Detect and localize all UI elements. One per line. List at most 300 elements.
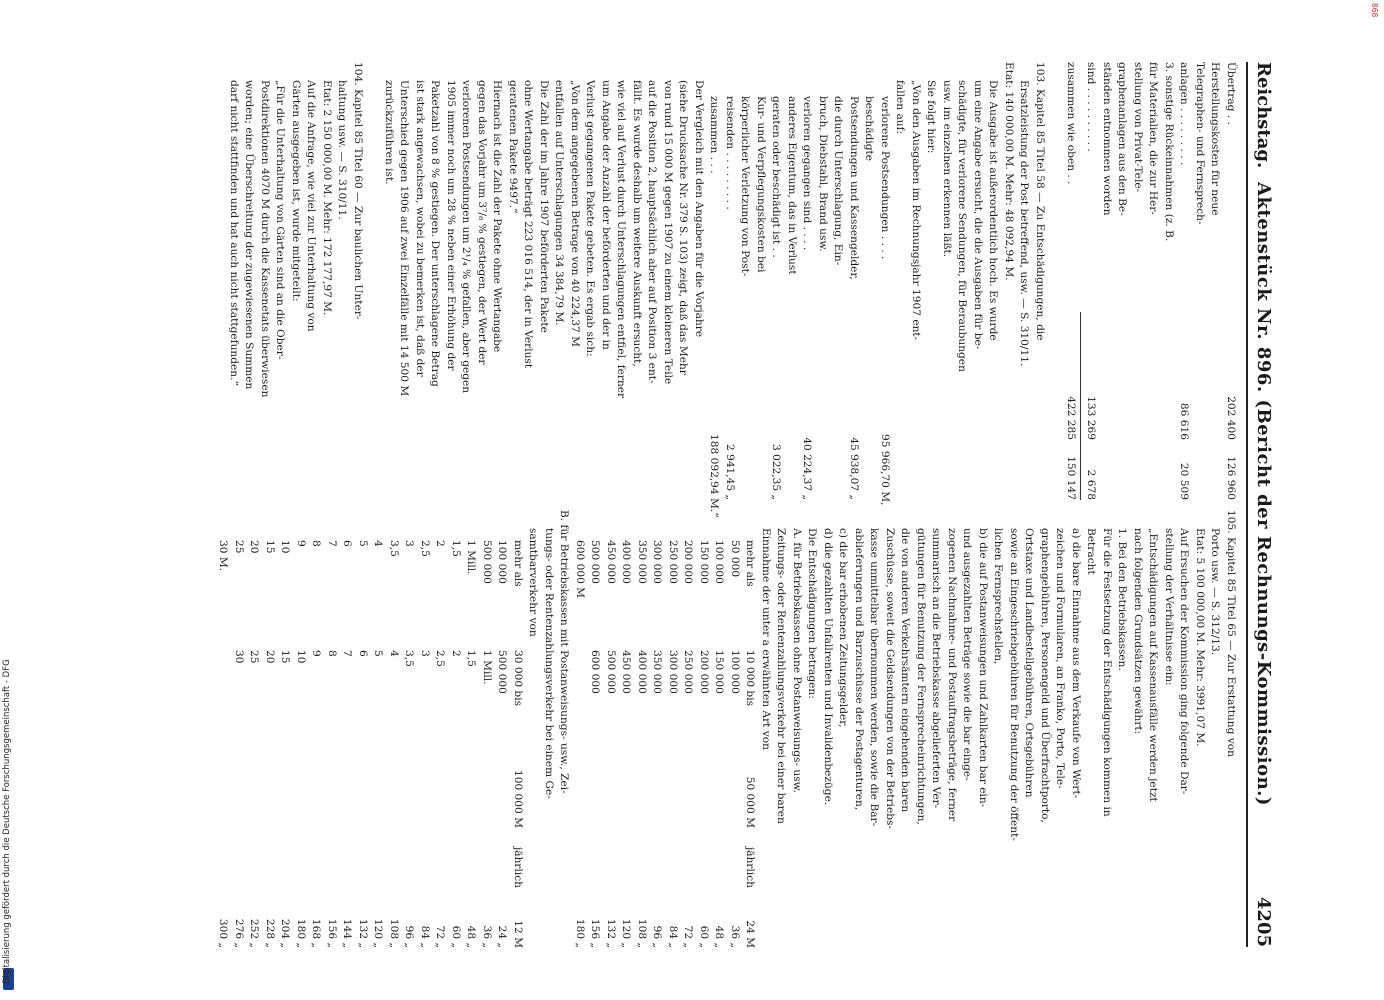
table-cell: 3,5 [403, 650, 416, 667]
paragraph-line: Etat: 5 100 000,00 M. Mehr: 3991,07 M. [1194, 528, 1206, 747]
paragraph-line: Auf die Anfrage, wie viel zur Unterhaltung von [305, 80, 318, 332]
table-row [463, 510, 479, 948]
table-cell: 1,5 [465, 650, 478, 667]
table-cell [401, 828, 417, 888]
table-row [1223, 62, 1239, 500]
table-cell: 120 „ [372, 918, 385, 948]
row-value [1145, 440, 1161, 500]
row-value [1207, 440, 1223, 500]
paragraph-line: Etat: 2 150 000,00 M. Mehr: 172 177,97 M. [321, 80, 333, 316]
row-value [1099, 440, 1115, 500]
table-cell: 100 000 [496, 540, 509, 584]
paragraph-line: sowie an Eingeschriebgebühren für Benutzung der öffent- [1008, 528, 1020, 841]
table-cell [587, 828, 603, 888]
table-row [370, 510, 386, 948]
table-cell: 96 „ [651, 925, 664, 948]
table-cell: 3 [403, 540, 416, 547]
table-cell: 300 000 [651, 540, 664, 584]
table-cell: 72 „ [434, 925, 447, 948]
list-item [722, 62, 738, 500]
paragraph-line: stellung der Verhältnisse ein: [1163, 528, 1175, 686]
row-value: 202 400 [1225, 396, 1237, 440]
paragraph-line: Gärten ausgegeben ist, wurde mitgeteilt: [290, 80, 302, 302]
row-label: anlagen . . . . . . . . . [1178, 62, 1191, 166]
table-rule [1080, 312, 1081, 500]
table-cell [293, 828, 309, 888]
table-cell [386, 758, 402, 828]
table-cell [324, 758, 340, 828]
paragraph-line: fällt. Es wurde deshalb um weitere Auskunft ersucht, [631, 80, 643, 367]
table-cell: 24 „ [496, 925, 509, 948]
table-row [355, 510, 371, 948]
table-cell [448, 828, 464, 888]
table-cell: 15 [279, 650, 292, 664]
table-row [246, 510, 262, 948]
paragraph-line: samtbarverkehr von [527, 528, 540, 637]
table-cell: 3 [419, 650, 431, 657]
table-cell: 9 [295, 540, 307, 547]
list-item [753, 62, 769, 500]
table-row [308, 510, 324, 948]
table-cell: 20 [248, 540, 261, 554]
table-cell: 200 000 [698, 650, 710, 694]
item-label: Postsendungen und Kassengelder, [848, 96, 860, 280]
paragraph-line: zeichen und Formularen, an Franko, Porto, Tele- [1054, 528, 1067, 789]
table-cell [603, 758, 619, 828]
item-value: 188 092,94 M.“ [708, 434, 721, 518]
table-cell: 30 [233, 650, 245, 664]
table-cell: 400 000 [620, 540, 633, 584]
paragraph-line: „Für die Unterhaltung von Gärten sind an die Ober- [274, 80, 287, 360]
table-cell: 25 [248, 650, 261, 664]
table-cell: 252 „ [248, 918, 261, 948]
table-cell [696, 828, 712, 888]
table-row [1099, 62, 1115, 500]
paragraph-line: lichen Fernsprechstellen, [992, 528, 1005, 665]
table-cell: 180 „ [574, 918, 586, 948]
row-label: Übertrag . . [1225, 62, 1237, 125]
item-value [737, 434, 753, 500]
table-cell: 24 M [744, 920, 757, 948]
list-item [830, 62, 846, 500]
table-row [293, 510, 309, 948]
table-row [401, 510, 417, 948]
table-cell [339, 828, 355, 888]
row-label: sind . . . . . . . . . . [1085, 62, 1098, 152]
row-label: zusammen wie oben . . [1065, 62, 1077, 185]
table-cell: 15 [264, 540, 276, 554]
table-row [572, 510, 588, 948]
table-row [727, 510, 743, 948]
table-cell [231, 828, 247, 888]
row-value: 86 616 [1178, 402, 1191, 440]
table-cell [618, 828, 634, 888]
table-cell [401, 758, 417, 828]
table-cell: 2 [450, 650, 462, 657]
paragraph-line: Paketzahl von 8 % gestiegen. Der unterschlagene Betrag [429, 80, 442, 387]
item-value: 40 224,37 „ [801, 437, 814, 500]
table-cell: 5 [357, 540, 369, 547]
row-value [1130, 440, 1146, 500]
item-value [830, 434, 846, 500]
spacer [1047, 62, 1063, 500]
table-cell [479, 758, 495, 828]
table-row [1083, 62, 1099, 500]
header-left: Reichstag. [1253, 62, 1274, 169]
paragraph-line: um eine Angabe ersucht, die die Ausgaben für be- [972, 80, 984, 350]
paragraph-line: 104. Kapitel 85 Titel 60 — Zur baulichen Unter- [352, 62, 364, 320]
table-cell: 1 Mill. [481, 650, 493, 685]
paragraph-line: Betracht [1085, 528, 1098, 575]
paragraph-line: und ausgezahlten Beträge sowie die bar einge- [961, 528, 974, 781]
item-value: 95 966,70 M, [879, 434, 891, 506]
table-cell [246, 758, 262, 828]
item-value [861, 434, 877, 500]
paragraph-line: fallen auf: [894, 80, 907, 135]
table-cell: 108 „ [636, 918, 648, 948]
table-cell: 36 „ [481, 925, 493, 948]
paragraph-line: um Angabe der Anzahl der beförderten und der in [600, 80, 612, 350]
table-cell [727, 828, 743, 888]
table-cell [262, 758, 278, 828]
table-cell: 96 „ [403, 925, 416, 948]
list-item [861, 62, 877, 500]
paragraph-line: graphengebühren, Personengeld und Überfrachtporto, [1039, 528, 1051, 823]
table-cell [355, 758, 371, 828]
table-row [417, 510, 433, 948]
row-label: Herstellungskosten für neue [1209, 62, 1222, 216]
table-cell [246, 828, 262, 888]
paragraph-line: 105. Kapitel 85 Titel 65 — Zur Erstattung von [1225, 510, 1237, 757]
table-cell [386, 828, 402, 888]
table-cell: 1 Mill. [465, 540, 478, 575]
table-row [665, 510, 681, 948]
table-cell [618, 758, 634, 828]
row-value [1099, 370, 1115, 440]
paragraph-line: A. für Betriebskassen ohne Postanweisungs- usw. [791, 528, 803, 793]
paragraph-line: a) die bare Einnahme aus dem Verkaufe von Wert- [1070, 528, 1082, 799]
table-cell: 48 „ [713, 925, 726, 948]
table-cell: 180 „ [295, 918, 307, 948]
paragraph-line: „Von den Ausgaben im Rechnungsjahr 1907 ent- [910, 80, 922, 341]
table-cell [727, 758, 743, 828]
table-cell: 1,5 [450, 540, 462, 557]
table-cell: 250 000 [667, 540, 679, 584]
table-cell: 108 „ [388, 918, 400, 948]
table-row [618, 510, 634, 948]
table-cell: 204 „ [279, 918, 292, 948]
paragraph-line: B. für Betriebskassen mit Postanweisungs- usw., Zei- [558, 510, 571, 794]
paragraph-line: Ortstaxe und Landbestellgebühren, Ortsgebühren [1023, 528, 1036, 798]
document-page [56, 52, 1276, 957]
row-value [1145, 370, 1161, 440]
table-cell: 276 „ [233, 918, 245, 948]
table-cell [432, 828, 448, 888]
paragraph-line: Auf Ersuchen der Kommission ging folgende Dar- [1178, 528, 1191, 795]
table-cell: 6 [341, 540, 354, 547]
paragraph-line: kasse unmittelbar übernommen werden, sowie die Bar- [868, 528, 881, 827]
table-cell: 168 „ [310, 918, 323, 948]
paragraph-line: b) die auf Postanweisungen und Zahlkarten bar ein- [977, 528, 989, 808]
table-cell [432, 758, 448, 828]
table-row [742, 510, 758, 948]
table-cell [231, 758, 247, 828]
table-row [634, 510, 650, 948]
table-cell: 200 000 [682, 540, 695, 584]
table-cell: 48 „ [465, 925, 478, 948]
left-column [226, 62, 1239, 518]
table-cell [479, 828, 495, 888]
row-value: 2 678 [1085, 469, 1098, 500]
table-cell [308, 758, 324, 828]
table-cell [277, 758, 293, 828]
table-cell [215, 650, 231, 758]
table-row [215, 510, 231, 948]
list-item [784, 62, 800, 500]
table-cell [587, 758, 603, 828]
table-cell [680, 758, 696, 828]
header-title: Aktenstück Nr. 896. (Bericht der Rechnungs-Kommission.) [1253, 182, 1274, 806]
table-cell [634, 758, 650, 828]
paragraph-line: usw. im einzelnen erkennen läßt. [941, 80, 953, 258]
item-label: körperlicher Verletzung von Post- [739, 96, 752, 277]
table-cell: 350 000 [636, 540, 648, 584]
item-label: verlorene Postsendungen . . . . [879, 96, 891, 260]
row-value: 20 509 [1178, 462, 1191, 500]
item-label: bruch, Diebstahl, Brand usw. [817, 96, 829, 252]
table-row [324, 510, 340, 948]
paragraph-line: verlorenen Postsendungen um 2¹/₄ % gefallen, aber gegen [460, 80, 473, 394]
table-cell [215, 758, 231, 828]
table-cell [417, 758, 433, 828]
table-cell [649, 758, 665, 828]
list-item [799, 62, 815, 500]
row-label: für Materialien, die zur Her- [1147, 62, 1160, 216]
table-cell: jährlich [744, 846, 757, 888]
paragraph-line: nach folgenden Grundsätzen gewährt: [1132, 528, 1144, 735]
table-cell: 120 „ [620, 918, 633, 948]
table-cell: 500 000 [605, 650, 617, 694]
table-cell [572, 828, 588, 888]
table-cell [355, 828, 371, 888]
paragraph-line: 103. Kapitel 85 Titel 58 — Zu Entschädigungen, die [1034, 62, 1046, 341]
table-cell [308, 828, 324, 888]
table-cell [262, 828, 278, 888]
paragraph-line: Hiernach ist die Zahl der Pakete ohne Wertangabe [491, 80, 504, 353]
table-cell: 228 „ [264, 918, 276, 948]
table-cell: 132 „ [357, 918, 369, 948]
paragraph-line: Verlust gegangenen Pakete gebeten. Es ergab sich: [584, 80, 597, 357]
table-cell [448, 758, 464, 828]
table-cell: jährlich [512, 846, 524, 888]
table-cell: 500 000 [589, 540, 602, 584]
table-cell: 10 [295, 650, 307, 664]
table-cell: 30 M. [217, 540, 230, 572]
paragraph-line: „Von dem angegebenen Betrage von 40 224,37 M [569, 80, 581, 347]
table-row [1130, 62, 1146, 500]
table-row [479, 510, 495, 948]
paragraph-line: 1. Bei den Betriebskassen. [1116, 528, 1129, 671]
table-cell: mehr als [744, 540, 757, 587]
paragraph-line: auf die Position 2, hauptsächlich aber auf Position 3 ent- [646, 80, 659, 384]
row-value [1161, 440, 1177, 500]
page-number: 4205 [1253, 896, 1274, 947]
paragraph-line: „Entschädigungen auf Kassenausfälle werden jetzt [1147, 528, 1160, 802]
paragraph-line: gegen das Vorjahr um 3⁷/₈ % gestiegen, der Wert der [476, 80, 488, 365]
table-cell: 150 000 [698, 540, 710, 584]
paragraph-line: darf nicht stattfinden und hat auch nicht stattgefunden.“ [228, 80, 240, 386]
table-row [231, 510, 247, 948]
item-value [815, 434, 831, 500]
table-cell: 9 [310, 650, 323, 657]
table-cell [417, 828, 433, 888]
row-value [1161, 370, 1177, 440]
paragraph-line: entfallen auf Unterschlagungen 34 384,79 M. [553, 80, 566, 326]
table-cell: 10 [279, 540, 292, 554]
paragraph-line: zogenen Nachnahme- und Postauftragsbeträge, ferner [946, 528, 958, 822]
table-cell [370, 758, 386, 828]
table-cell: mehr als [512, 540, 524, 587]
table-row [1192, 62, 1208, 500]
table-cell: 30 000 bis [512, 650, 524, 707]
paragraph-line: worden; eine Überschreitung der zugewiesenen Summen [243, 80, 256, 390]
list-item [815, 62, 831, 500]
paragraph-line: Die Entschädigungen betragen: [806, 528, 819, 699]
table-row [386, 510, 402, 948]
table-row [696, 510, 712, 948]
page-header [1246, 62, 1276, 947]
item-label: zusammen . . . [708, 96, 721, 174]
table-cell: 600 000 [589, 650, 602, 694]
table-cell [572, 650, 588, 758]
table-cell: 2,5 [419, 540, 431, 557]
table-row [448, 510, 464, 948]
table-cell [696, 758, 712, 828]
paragraph-line: Sie folgt hier: [925, 80, 938, 154]
paragraph-line: Zeitungs- oder Rentenzahlungsverkehr bei einer baren [775, 528, 788, 824]
table-cell: 2 [434, 540, 447, 547]
item-value: 3 022,35 „ [770, 443, 783, 500]
table-cell: 100 000 [729, 650, 741, 694]
table-cell: 300 „ [217, 918, 230, 948]
paragraph-line: Unterschied gegen 1906 auf zwei Einzelfälle mit 14 500 M [398, 80, 411, 397]
item-label: reisenden . . . . . . . . . [724, 96, 736, 210]
item-value: 45 938,07 „ [848, 437, 860, 500]
table-row [587, 510, 603, 948]
table-cell: 250 000 [682, 650, 695, 694]
table-cell: 7 [326, 540, 338, 547]
item-label: Kur- und Verpflegungskosten bei [755, 96, 767, 273]
table-cell [603, 828, 619, 888]
table-cell: 6 [357, 650, 369, 657]
table-cell [680, 828, 696, 888]
table-cell: 100 000 M [512, 769, 524, 828]
table-cell: 84 „ [667, 925, 679, 948]
table-cell: 72 „ [682, 925, 695, 948]
paragraph-line: ablieferungen und Barzuschüsse der Postagenturen, [853, 528, 865, 811]
table-cell: 4 [388, 650, 400, 657]
row-value [1130, 370, 1146, 440]
table-cell: 20 [264, 650, 276, 664]
table-cell [649, 828, 665, 888]
table-cell [370, 828, 386, 888]
table-cell: 60 „ [698, 925, 710, 948]
table-cell [572, 758, 588, 828]
table-cell [494, 758, 510, 828]
list-item [768, 62, 784, 500]
list-item [846, 62, 862, 500]
table-cell [293, 758, 309, 828]
table-row [1114, 62, 1130, 500]
row-label: graphenanlagen aus den Be- [1116, 62, 1129, 216]
paragraph-line: Die Ausgabe ist außerordentlich hoch. Es wurde [987, 80, 1000, 341]
item-value: 2 941,45 „ [724, 443, 736, 500]
table-row [649, 510, 665, 948]
table-cell: 500 000 [481, 540, 493, 584]
paragraph-line: wie viel auf Verlust durch Unterschlagungen entfiel, ferner [615, 80, 628, 399]
table-row [339, 510, 355, 948]
item-label: geraten oder beschädigt ist . . [770, 96, 783, 258]
table-cell [711, 828, 727, 888]
table-cell [665, 758, 681, 828]
table-cell [215, 828, 231, 888]
paragraph-line: Zuschüsse, soweit die Geldsendungen von der Betriebs- [884, 528, 896, 830]
row-label: 3. sonstige Rückeinnahmen (z. B. [1163, 62, 1175, 242]
table-row [603, 510, 619, 948]
table-cell: 25 [233, 540, 245, 554]
table-row [510, 510, 526, 948]
table-cell [463, 828, 479, 888]
row-value [1207, 370, 1223, 440]
table-cell: 50 000 [729, 540, 741, 578]
table-cell: 2,5 [434, 650, 447, 667]
paragraph-line: Etat: 140 000,00 M. Mehr: 48 092,94 M. [1003, 62, 1015, 281]
table-cell: 60 „ [450, 925, 462, 948]
row-value: 133 269 [1085, 396, 1098, 440]
table-cell: 10 000 bis [744, 650, 757, 707]
table-cell: 5 [372, 650, 385, 657]
paragraph-line: Postdirektionen 4070 M durch die Kassenetats überwiesen [259, 80, 271, 398]
table-cell: 156 „ [589, 918, 602, 948]
list-item [877, 62, 893, 506]
table-cell: 144 „ [341, 918, 354, 948]
table-row [432, 510, 448, 948]
table-cell [711, 758, 727, 828]
item-label: anderes Eigentum, das in Verlust [786, 96, 798, 275]
table-cell: 500 000 [496, 650, 509, 694]
table-cell: 36 „ [729, 925, 741, 948]
paragraph-line: gütungen für Benutzung der Fernsprecheinrichtungen, [915, 528, 927, 825]
paragraph-line: summarisch an die Betriebskasse abgelieferten Ver- [930, 528, 943, 809]
paragraph-line: ist stark angewachsen, wobei zu bemerken ist, daß der [414, 80, 426, 377]
item-label: verloren gegangen sind . . . . [801, 96, 814, 251]
paragraph-line: c) die bar erhobenen Zeitungsgelder, [837, 528, 850, 728]
digitization-note: Digitalisierung gefördert durch die Deutsche Forschungsgemeinschaft - DFG [2, 659, 12, 984]
item-label: beschädigte [863, 96, 876, 162]
table-cell: 150 000 [713, 650, 726, 694]
paragraph-line: Einnahme der unter a erwähnten Art von [760, 528, 772, 750]
table-cell: 3,5 [388, 540, 400, 557]
row-value [1114, 440, 1130, 500]
table-cell: 400 000 [636, 650, 648, 694]
table-cell: 84 „ [419, 925, 431, 948]
table-row [1207, 62, 1223, 500]
paragraph-line: schädigte, für verlorene Sendungen, für Beraubungen [956, 80, 969, 372]
table-cell [665, 828, 681, 888]
table-row [1063, 62, 1079, 500]
table-cell: 7 [341, 650, 354, 657]
table-row [1161, 62, 1177, 500]
